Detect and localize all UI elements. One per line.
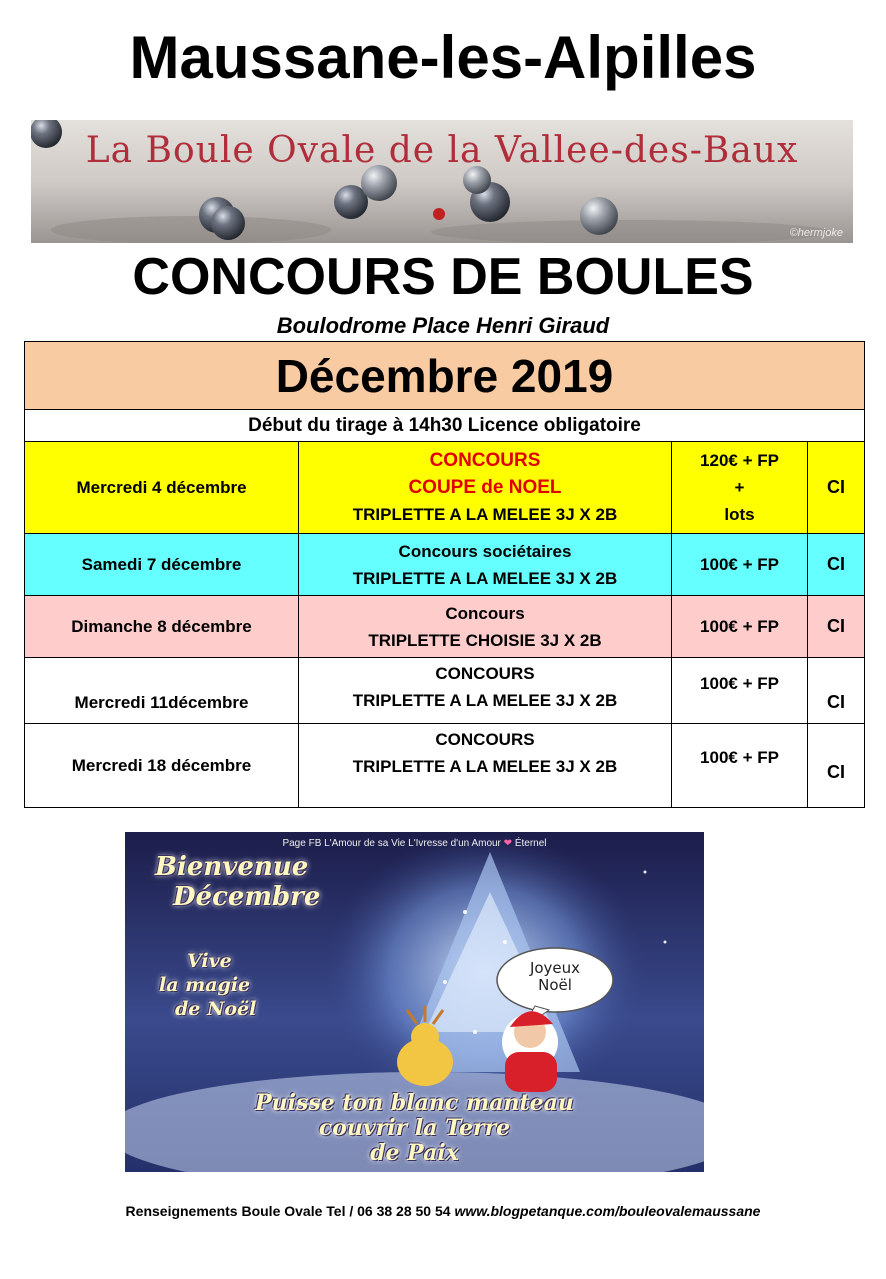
event-heading: CONCOURS DE BOULES (132, 248, 754, 306)
event-date: Samedi 7 décembre (25, 534, 299, 596)
event-category: CI (808, 534, 865, 596)
event-format: TRIPLETTE A LA MELEE 3J X 2B (352, 757, 618, 776)
event-name (299, 724, 672, 808)
event-format: TRIPLETTE A LA MELEE 3J X 2B (352, 691, 618, 710)
table-row (25, 596, 865, 658)
greeting-line2: Décembre (173, 882, 321, 912)
event-category: CI (808, 724, 865, 808)
poster-credit (125, 838, 704, 849)
event-name (299, 534, 672, 596)
event-date: Dimanche 8 décembre (25, 596, 299, 658)
prize-lots: lots (724, 505, 755, 524)
heart-icon: ❤ (503, 838, 513, 849)
table-row (25, 534, 865, 596)
event-format: TRIPLETTE A LA MELEE 3J X 2B (352, 505, 618, 524)
greeting-line1: Bienvenue (155, 852, 309, 882)
bubble-line2: Noël (538, 976, 572, 994)
credit-text-end: Éternel (514, 838, 547, 849)
speech-bubble (517, 960, 593, 994)
bubble-line1: Joyeux (529, 959, 581, 977)
event-title: COUPE de NOEL (408, 477, 562, 498)
event-type: Concours sociétaires (398, 541, 572, 561)
event-date: Mercredi 11décembre (25, 658, 299, 724)
wish-line3: de Paix (370, 1140, 459, 1166)
prize-plus: + (734, 478, 745, 497)
photo-watermark: ©hermjoke (789, 227, 843, 239)
event-name (299, 596, 672, 658)
venue: Boulodrome Place Henri Giraud (276, 313, 610, 338)
event-prize: 100€ + FP (672, 596, 808, 658)
contact-info: Renseignements Boule Ovale Tel / 06 38 28 50 54 (125, 1203, 451, 1219)
schedule-table (24, 341, 865, 808)
event-category: CI (808, 658, 865, 724)
vive-line3: de Noël (175, 998, 257, 1020)
event-prize: 100€ + FP (672, 724, 808, 808)
vive-line2: la magie (159, 974, 251, 996)
page-title: Maussane-les-Alpilles (129, 24, 757, 91)
table-row (25, 442, 865, 534)
prize-amount: 120€ + FP (700, 451, 779, 470)
event-type: CONCOURS (429, 450, 541, 471)
event-prize (672, 442, 808, 534)
event-type: Concours (445, 603, 525, 623)
christmas-poster (125, 832, 704, 1172)
event-format: TRIPLETTE A LA MELEE 3J X 2B (352, 568, 618, 588)
event-name (299, 442, 672, 534)
event-prize: 100€ + FP (672, 534, 808, 596)
table-row (25, 658, 865, 724)
event-format: TRIPLETTE CHOISIE 3J X 2B (368, 630, 602, 650)
event-date: Mercredi 18 décembre (25, 724, 299, 808)
wish-line2: couvrir la Terre (318, 1115, 511, 1141)
schedule-month: Décembre 2019 (25, 342, 865, 410)
event-prize: 100€ + FP (672, 658, 808, 724)
club-banner-image (31, 120, 853, 243)
credit-text: Page FB L'Amour de sa Vie L'Ivresse d'un Amour (282, 838, 501, 849)
blog-link[interactable]: www.blogpetanque.com/bouleovalemaussane (454, 1203, 761, 1219)
wish-line1: Puisse ton blanc manteau (255, 1090, 574, 1116)
event-category: CI (808, 596, 865, 658)
vive-line1: Vive (187, 950, 232, 972)
event-date: Mercredi 4 décembre (25, 442, 299, 534)
contact-footer (0, 1203, 886, 1219)
event-name (299, 658, 672, 724)
event-type: CONCOURS (435, 664, 535, 683)
event-category: CI (808, 442, 865, 534)
club-name: La Boule Ovale de la Vallee-des-Baux (85, 130, 799, 171)
table-row (25, 724, 865, 808)
schedule-info: Début du tirage à 14h30 Licence obligatoire (25, 410, 865, 442)
event-type: CONCOURS (435, 730, 535, 749)
